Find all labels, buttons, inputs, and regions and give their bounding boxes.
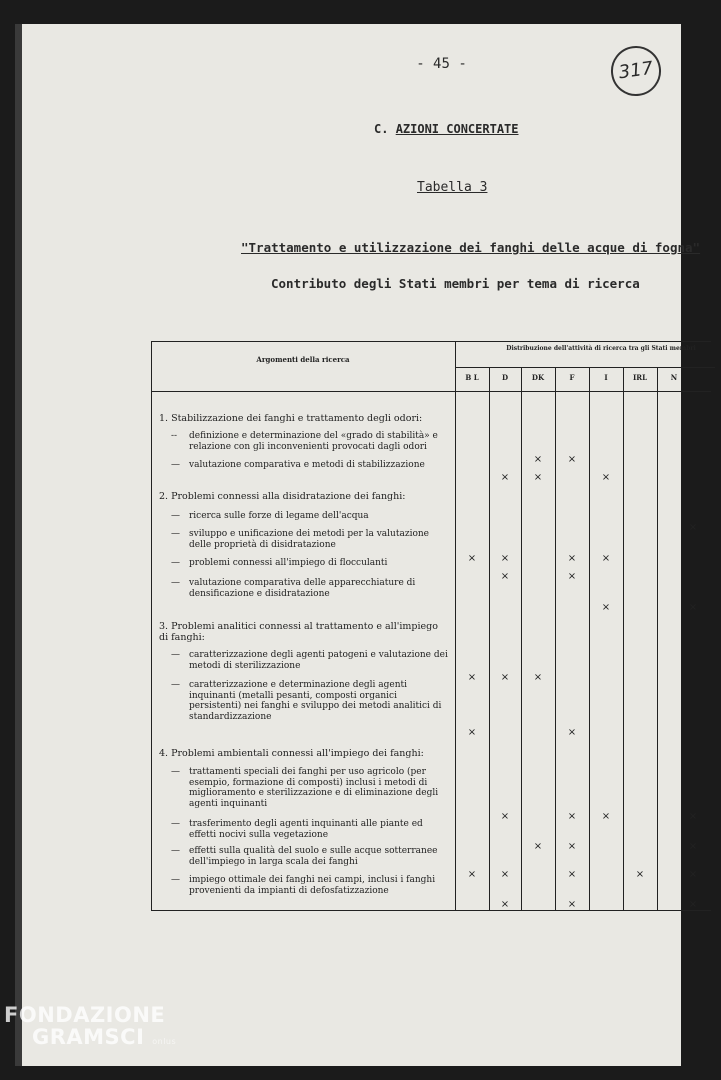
section-title: AZIONI CONCERTATE xyxy=(395,122,519,136)
mark-s1-i1-c3: × xyxy=(533,454,543,465)
mark-s4-i1-c7: × xyxy=(688,811,698,822)
column-divider xyxy=(521,367,522,911)
mark-s4-i3-c7: × xyxy=(688,869,698,880)
mark-s4-i3-c4: × xyxy=(567,869,577,880)
mark-s1-i1-c4: × xyxy=(567,454,577,465)
section-3-title: 3. Problemi analitici connessi al trattamento e all'impiego di fanghi: xyxy=(159,621,438,643)
mark-s2-i2-c5: × xyxy=(601,553,611,564)
header-arguments: Argomenti della ricerca xyxy=(256,355,350,364)
table-bottom-border xyxy=(151,910,711,911)
section-4-item-2: — trasferimento degli agenti inquinanti alle piante ed effetti nocivi sulla vegetazione xyxy=(171,819,423,840)
table-header-separator xyxy=(151,391,711,392)
column-divider xyxy=(623,367,624,911)
section-4-item-1: — trattamenti speciali dei fanghi per uso agricolo (per esempio, formazione di composti) inclusi i metodi di miglioramento e sterilizzazione e di eliminazione degli agenti inquinanti xyxy=(171,767,439,809)
mark-s4-i2-c3: × xyxy=(533,841,543,852)
mark-s4-i1-c4: × xyxy=(567,811,577,822)
mark-s2-i2-c1: × xyxy=(467,553,477,564)
mark-s1-i2-c5: × xyxy=(601,472,611,483)
mark-s2-i4-c7: × xyxy=(688,602,698,613)
table-subheader-separator xyxy=(455,367,715,368)
header-distribution: Distribuzione dell'attività di ricerca tra gli Stati membri xyxy=(506,345,696,352)
section-2-item-3: — problemi connessi all'impiego di flocculanti xyxy=(171,558,388,568)
section-4-item-3: — effetti sulla qualità del suolo e sulle acque sotterranee dell'impiego in larga scala dei fanghi xyxy=(171,846,438,867)
mark-s2-i2-c4: × xyxy=(567,553,577,564)
mark-s4-i4-c7: × xyxy=(688,899,698,910)
document-subtitle: Contributo degli Stati membri per tema di ricerca xyxy=(271,276,640,291)
table-top-border xyxy=(151,341,711,342)
research-table xyxy=(151,341,711,911)
column-header-bl: B L xyxy=(465,373,479,382)
column-header-i: I xyxy=(604,373,608,382)
mark-s2-i1-c7: × xyxy=(688,522,698,533)
mark-s4-i2-c4: × xyxy=(567,841,577,852)
column-divider xyxy=(455,341,456,911)
section-2-item-1: — ricerca sulle forze di legame dell'acqua xyxy=(171,511,369,521)
mark-s4-i3-c2: × xyxy=(500,869,510,880)
column-header-f: F xyxy=(569,373,575,382)
fondazione-gramsci-watermark xyxy=(4,1004,176,1053)
mark-s4-i2-c7: × xyxy=(688,841,698,852)
column-divider xyxy=(589,367,590,911)
watermark-line-2: GRAMSCI onlus xyxy=(32,1025,177,1049)
section-4-title: 4. Problemi ambientali connessi all'impiego dei fanghi: xyxy=(159,748,424,759)
section-2-title: 2. Problemi connessi alla disidratazione dei fanghi: xyxy=(159,491,406,502)
section-heading xyxy=(374,122,519,136)
mark-s3-i2-c4: × xyxy=(567,727,577,738)
column-divider xyxy=(489,367,490,911)
mark-s1-i2-c3: × xyxy=(533,472,543,483)
section-1-title: 1. Stabilizzazione dei fanghi e trattamento degli odori: xyxy=(159,413,423,424)
table-left-border xyxy=(151,341,152,911)
section-1-item-1: -- definizione e determinazione del «grado di stabilità» e relazione con gli inconvenienti provocati dagli odori xyxy=(171,431,438,452)
column-divider xyxy=(657,367,658,911)
mark-s3-i1-c2: × xyxy=(500,672,510,683)
watermark-line-1: FONDAZIONE xyxy=(4,1003,166,1027)
mark-s2-i3-c2: × xyxy=(500,571,510,582)
table-label: Tabella 3 xyxy=(417,180,488,195)
mark-s4-i4-c2: × xyxy=(500,899,510,910)
mark-s4-i1-c2: × xyxy=(500,811,510,822)
mark-s2-i3-c4: × xyxy=(567,571,577,582)
document-page xyxy=(22,24,701,1066)
column-header-n: N xyxy=(670,373,678,382)
section-3-item-2: — caratterizzazione e determinazione degli agenti inquinanti (metalli pesanti, composti organici persistenti) nei fanghi e sviluppo dei metodi analitici di standardizzazione xyxy=(171,680,442,722)
column-header-irl: IRL xyxy=(632,373,647,382)
page-number: - 45 - xyxy=(416,56,467,72)
section-3-item-1: — caratterizzazione degli agenti patogeni e valutazione dei metodi di sterilizzazione xyxy=(171,650,448,671)
section-2-item-4: — valutazione comparativa delle apparecchiature di densificazione e disidratazione xyxy=(171,578,416,599)
mark-s4-i1-c5: × xyxy=(601,811,611,822)
mark-s4-i4-c4: × xyxy=(567,899,577,910)
mark-s3-i2-c1: × xyxy=(467,727,477,738)
section-2-item-2: — sviluppo e unificazione dei metodi per la valutazione delle proprietà di disidratazione xyxy=(171,529,429,550)
mark-s4-i3-c6: × xyxy=(635,869,645,880)
section-prefix: C. xyxy=(374,122,389,136)
mark-s4-i3-c1: × xyxy=(467,869,477,880)
column-header-dk: DK xyxy=(531,373,545,382)
column-divider xyxy=(555,367,556,911)
mark-s2-i4-c5: × xyxy=(601,602,611,613)
mark-s2-i2-c2: × xyxy=(500,553,510,564)
column-header-d: D xyxy=(501,373,509,382)
document-title: "Trattamento e utilizzazione dei fanghi delle acque di fogna" xyxy=(241,240,701,255)
section-1-item-2: — valutazione comparativa e metodi di stabilizzazione xyxy=(171,460,425,470)
archive-stamp: 317 xyxy=(608,43,664,99)
mark-s3-i1-c3: × xyxy=(533,672,543,683)
mark-s3-i1-c1: × xyxy=(467,672,477,683)
section-4-item-4: — impiego ottimale dei fanghi nei campi, inclusi i fanghi provenienti da impianti di defosfatizzazione xyxy=(171,875,436,896)
mark-s1-i2-c2: × xyxy=(500,472,510,483)
